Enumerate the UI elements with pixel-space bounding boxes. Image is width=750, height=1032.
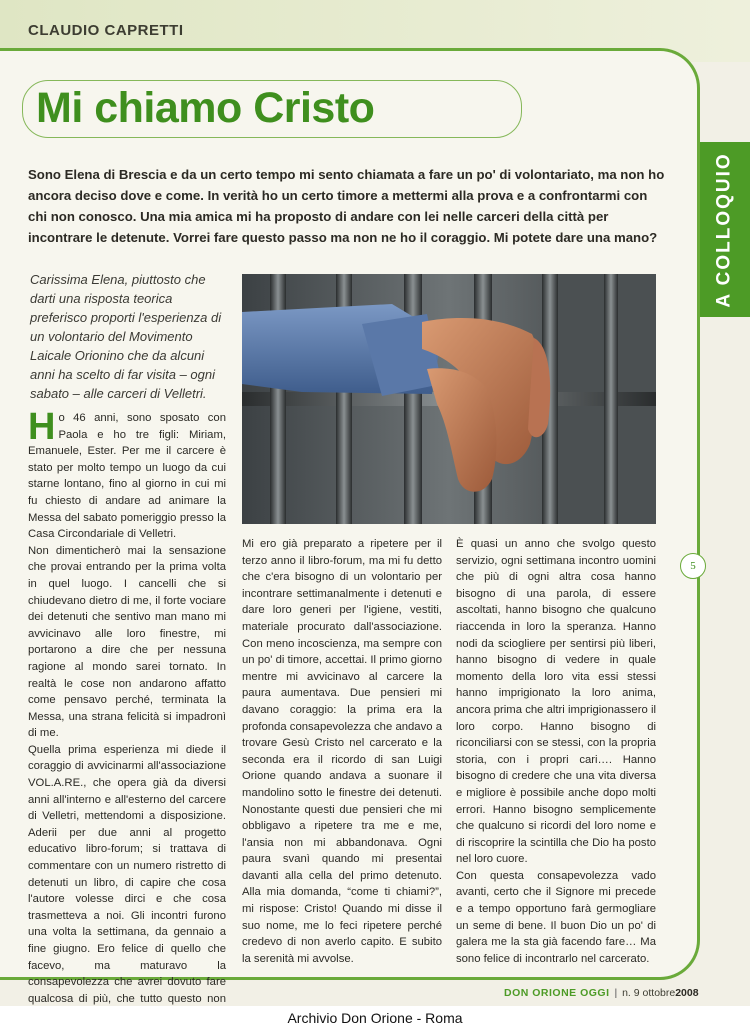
page-footer (504, 987, 699, 999)
magazine-name: DON ORIONE OGGI (504, 987, 610, 999)
archive-label: Archivio Don Orione - Roma (0, 1006, 750, 1032)
issue-year: 2008 (675, 987, 699, 999)
paragraph: Mi ero già preparato a ripetere per il terzo anno il libro-forum, ma mi fu detto che c'era bisogno di un volontario per incontrare settimanalmente i detenuti e dare loro generi per l'igiene, vestiti, materiale procurato dall'associazione. Con meno incoscienza, ma sempre con un po' di timore, accettai. Il primo giorno mentre mi avvicinavo al carcere la paura aumentava. Due pensieri mi davano coraggio: la prima era la profonda consapevolezza che andavo a trovare Gesù Cristo nel carcerato e la seconda era il ricordo di san Luigi Orione quando andava a suonare il mandolino sotto le finestre dei detenuti. Nonostante questi due pensieri che mi obbligavo a ripetere tra me e me, l'ansia non mi abbandonava. Ogni paura svanì quando mi presentai davanti alla cella del primo detenuto. Alla mia domanda, “come ti chiami?”, mi rispose: Cristo! Quando mi disse il suo nome, me lo feci ripetere perché credevo di non averlo capito. E subito la serenità mi avvolse. (242, 538, 442, 965)
author-name: CLAUDIO CAPRETTI (28, 22, 184, 39)
footer-separator: | (614, 987, 618, 999)
section-tab (700, 142, 750, 317)
article-column-1 (28, 406, 226, 1024)
reader-question: Sono Elena di Brescia e da un certo tempo mi sento chiamata a fare un po' di volontariato, ma non ho ancora deciso dove e come. In verità ho un certo timore a mettermi alla prova e a confrontarmi con chi non conosco. Una mia amica mi ha proposto di andare con lei nelle carceri della città per incontrare le detenute. Vorrei fare questo passo ma non ne ho il coraggio. Mi potete dare una mano? (28, 167, 665, 245)
editor-intro: Carissima Elena, piuttosto che darti una risposta teorica preferisco proporti l'esperienza di un volontario del Movimento Laicale Orionino che da alcuni anni ha scelto di far visita – ogni sabato – alle carceri di Velletri. (30, 272, 222, 401)
article-title: Mi chiamo Cristo (36, 84, 375, 132)
paragraph: o 46 anni, sono sposato con Paola e ho tre figli: Miriam, Emanuele, Ester. Per me il carcere è stato per molto tempo un luogo da cui starne lontano, fino al giorno in cui mi fu chiesto di andare ad animare la Messa del sabato pomeriggio presso la Casa Circondariale di Velletri. (28, 412, 226, 541)
paragraph: Non dimenticherò mai la sensazione che provai entrando per la prima volta in quel luogo. I cancelli che si chiudevano dietro di me, il forte vociare dei detenuti che sentivo man mano mi avvicinavo alle loro finestre, mi portarono a dire che per nessuna ragione al mondo sarei tornato. In realtà le cose non andarono affatto come pensavo perché, terminata la Messa, una strana felicità si impadronì di me. (28, 544, 226, 740)
prison-hands-illustration (242, 274, 656, 524)
page-number: 5 (680, 553, 706, 579)
article-column-3 (456, 536, 656, 967)
prison-bars-photo (242, 274, 656, 524)
paragraph: Quella prima esperienza mi diede il coraggio di avvicinarmi all'associazione VOL.A.RE., che opera già da diversi anni all'interno e all'esterno del carcere di Velletri, mettendomi a disposizione. Aderii per due anni al progetto educativo libro-forum; si trattava di commentare con un numero ristretto di detenuti un libro, di capire che cosa l'autore volesse dirci e che cosa trasmetteva a noi. Gli incontri furono una volta la settimana, da gennaio a fine giugno. Ero felice di quello che facevo, ma maturavo la consapevolezza che avrei dovuto fare qualcosa di più, che tutto questo non (28, 743, 226, 1005)
paragraph: Con questa consapevolezza vado avanti, certo che il Signore mi precede e a tempo opportuno farà germogliare un seme di bene. Il buon Dio un po' di galera me la sta già facendo fare… Ma sono felice di incontrarlo nel carcerato. (456, 869, 656, 965)
paragraph: È quasi un anno che svolgo questo servizio, ogni settimana incontro uomini che più di ogni altra cosa hanno bisogno di una parola, di essere ascoltati, hanno bisogno che qualcuno riaccenda in loro la speranza. Hanno nodi da sciogliere per sentirsi più liberi, hanno bisogno di vedere in quale momento della loro vita essi stessi hanno imprigionato la loro anima, ancora prima che altri imprigionassero il loro corpo. Hanno bisogno di riconciliarsi con se stessi, con la propria storia, con i propri cari…. Hanno bisogno di credere che una vita diversa e migliore è possibile anche dopo molti errori. Hanno bisogno semplicemente che qualcuno si ricordi del loro nome e di riscoprire la scintilla che Dio ha posto nel loro cuore. (456, 538, 656, 866)
issue-info: n. 9 ottobre (622, 987, 676, 999)
drop-cap: H (28, 406, 56, 448)
section-tab-label: A COLLOQUIO (714, 151, 735, 308)
article-column-2 (242, 536, 442, 967)
